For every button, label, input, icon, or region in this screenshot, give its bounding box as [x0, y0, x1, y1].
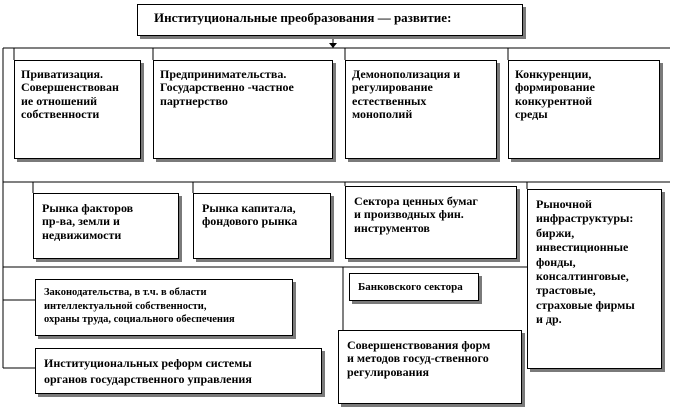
competition-box [508, 60, 660, 159]
infrastructure-label: Рыночной инфраструктуры: биржи, инвестиционные фонды, консалтинговые, трастовые, страховые фирмы и др. [536, 197, 635, 327]
demonopolization-box [345, 60, 497, 159]
capital-market-box [193, 193, 331, 259]
entrepreneurship-label: Предпринимательства. Государственно -частное партнерство [160, 67, 294, 108]
top-label: Институциональные преобразования — развитие: [154, 10, 452, 25]
factor-markets-label: Рынка факторов пр-ва, земли и недвижимости [42, 201, 134, 242]
capital-market-label: Рынка капитала, фондового рынка [202, 201, 298, 229]
institutional-reforms-label: Институциональных реформ системы органов государственного управления [44, 356, 252, 386]
entrepreneurship-box [153, 60, 333, 159]
privatization-box [14, 60, 141, 159]
securities-box [345, 186, 517, 259]
legislation-box [35, 279, 293, 336]
regulation-methods-box [338, 330, 522, 404]
demonopolization-label: Демонополизация и регулирование естественных монополий [352, 67, 461, 122]
competition-label: Конкуренции, формирование конкурентной среды [515, 67, 595, 122]
factor-markets-box [33, 193, 179, 259]
securities-label: Сектора ценных бумаг и производных фин. инструментов [354, 194, 478, 235]
legislation-label: Законодательства, в т.ч. в области интеллектуальной собственности, охраны труда, социального обеспечения [44, 287, 235, 326]
banking-box [349, 273, 479, 301]
privatization-label: Приватизация. Совершенствован ие отношений собственности [21, 67, 119, 122]
regulation-methods-label: Совершенствования форм и методов госуд-ственного регулирования [347, 338, 491, 379]
institutional-reforms-box [35, 348, 322, 394]
top-box [137, 4, 523, 36]
banking-label: Банковского сектора [358, 281, 463, 293]
infrastructure-box [527, 189, 662, 369]
